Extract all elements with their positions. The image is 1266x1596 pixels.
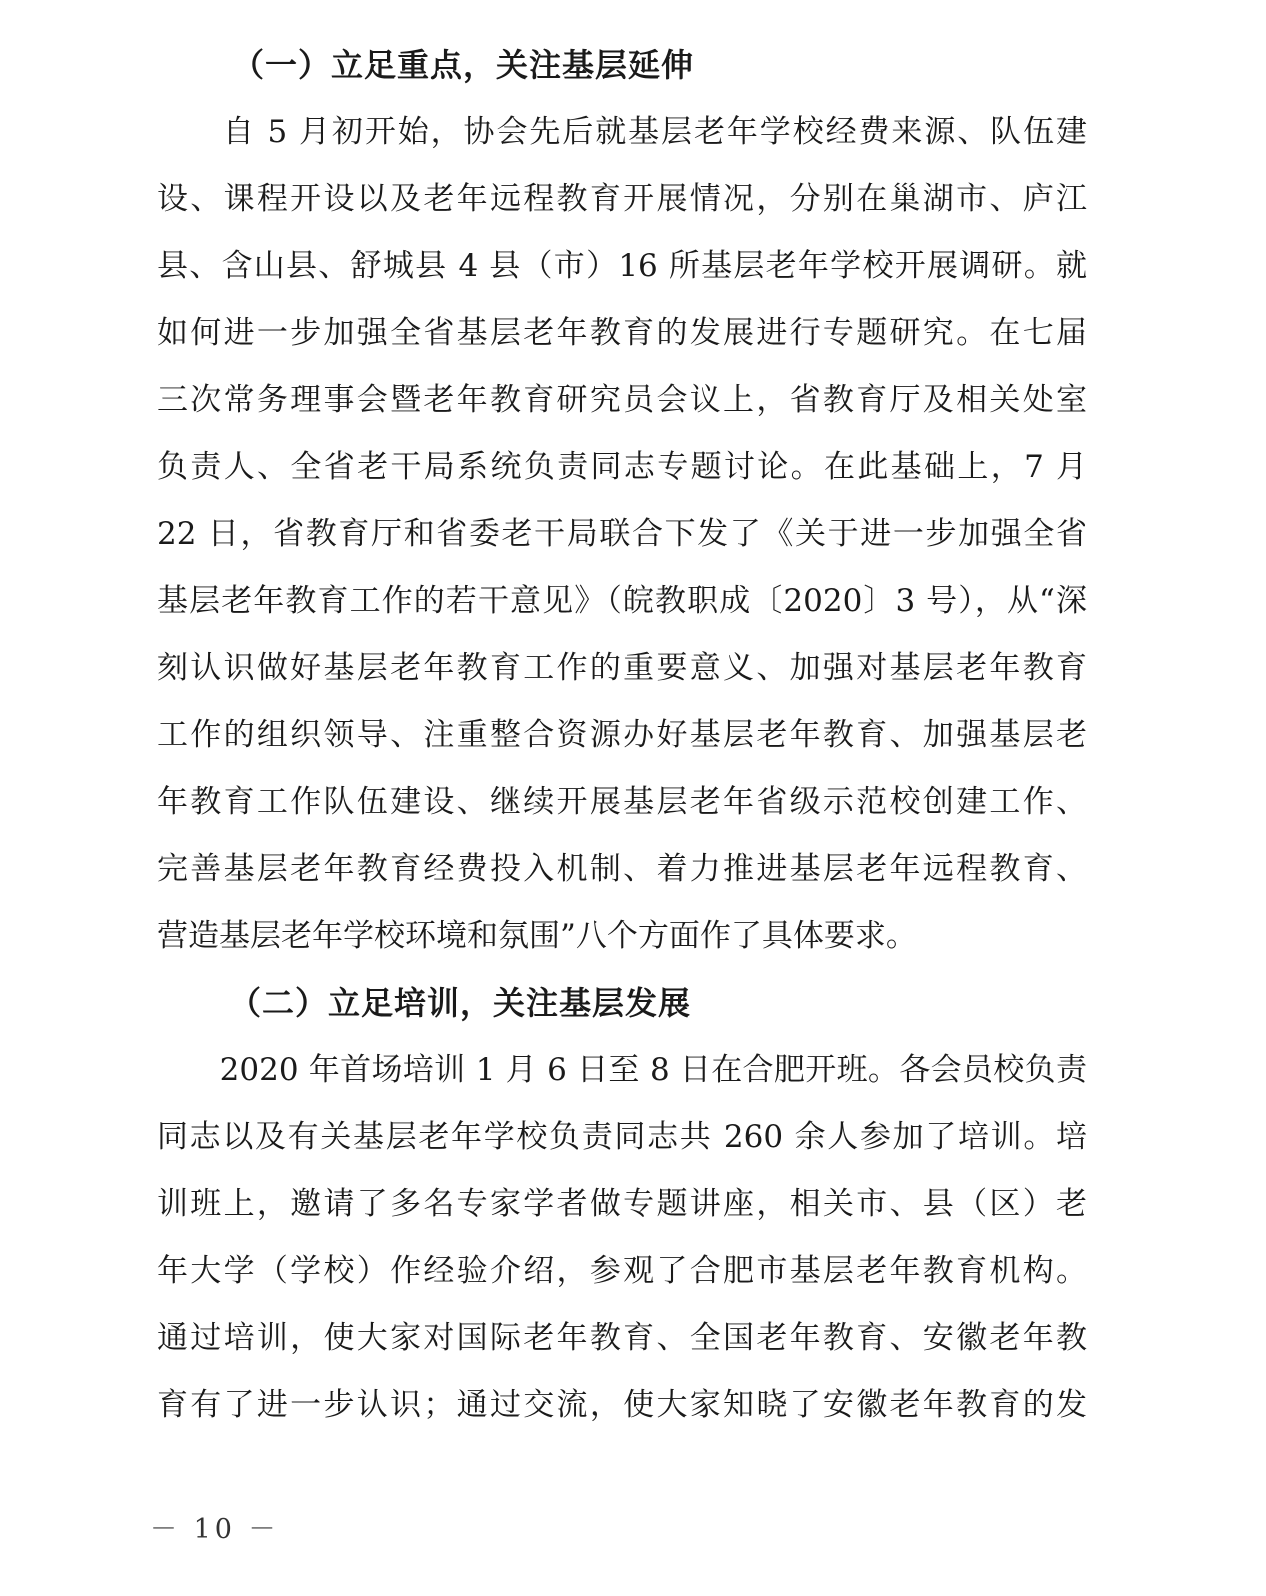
paragraph-line: 同志以及有关基层老年学校负责同志共 260 余人参加了培训。培: [157, 1119, 1087, 1155]
paragraph-line: 刻认识做好基层老年教育工作的重要意义、加强对基层老年教育: [157, 650, 1087, 686]
paragraph-line: 工作的组织领导、注重整合资源办好基层老年教育、加强基层老: [157, 717, 1087, 753]
section-heading-2: （二）立足培训，关注基层发展: [229, 984, 692, 1022]
paragraph-line: 年教育工作队伍建设、继续开展基层老年省级示范校创建工作、: [157, 784, 1087, 820]
paragraph-line: 训班上，邀请了多名专家学者做专题讲座，相关市、县（区）老: [157, 1186, 1087, 1222]
paragraph-line: 营造基层老年学校环境和氛围”八个方面作了具体要求。: [157, 918, 917, 954]
paragraph-line: 县、含山县、舒城县 4 县（市）16 所基层老年学校开展调研。就: [157, 248, 1087, 284]
paragraph-line: 设、课程开设以及老年远程教育开展情况，分别在巢湖市、庐江: [157, 181, 1087, 217]
paragraph-line: 自 5 月初开始，协会先后就基层老年学校经费来源、队伍建: [157, 114, 1087, 150]
paragraph-line: 基层老年教育工作的若干意见》（皖教职成〔2020〕3 号），从“深: [157, 583, 1087, 619]
paragraph-line: 如何进一步加强全省基层老年教育的发展进行专题研究。在七届: [157, 315, 1087, 351]
paragraph-line: 完善基层老年教育经费投入机制、着力推进基层老年远程教育、: [157, 851, 1087, 887]
paragraph-line: 通过培训，使大家对国际老年教育、全国老年教育、安徽老年教: [157, 1320, 1087, 1356]
paragraph-line: 22 日，省教育厅和省委老干局联合下发了《关于进一步加强全省: [157, 516, 1087, 552]
paragraph-line: 负责人、全省老干局系统负责同志专题讨论。在此基础上，7 月: [157, 449, 1087, 485]
paragraph-line: 2020 年首场培训 1 月 6 日至 8 日在合肥开班。各会员校负责: [157, 1052, 1087, 1088]
page-number: － 10 －: [150, 1514, 280, 1545]
paragraph-line: 三次常务理事会暨老年教育研究员会议上，省教育厅及相关处室: [157, 382, 1087, 418]
paragraph-line: 年大学（学校）作经验介绍，参观了合肥市基层老年教育机构。: [157, 1253, 1087, 1289]
paragraph-line: 育有了进一步认识；通过交流，使大家知晓了安徽老年教育的发: [157, 1387, 1087, 1423]
section-heading-1: （一）立足重点，关注基层延伸: [232, 46, 695, 84]
